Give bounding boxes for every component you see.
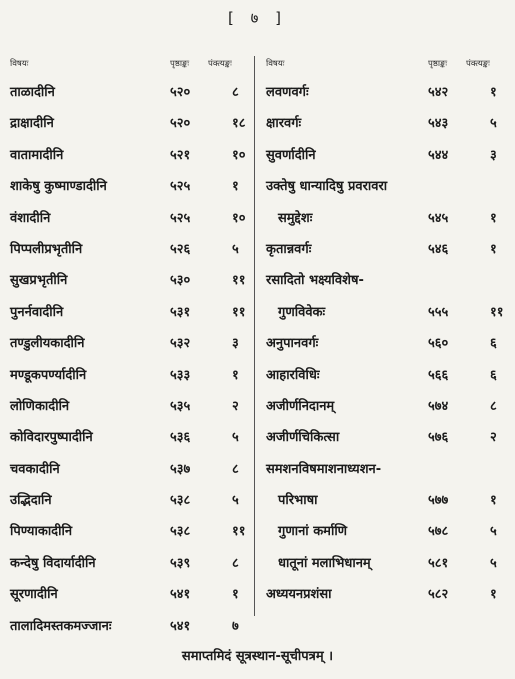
index-row [262,515,505,546]
line-number-cell: ५ [232,493,239,509]
line-number-cell: ११ [232,273,246,289]
line-number-cell: २ [490,430,497,446]
index-row [262,139,505,170]
index-row [262,578,505,609]
index-row [262,453,505,484]
index-row [262,107,505,138]
index-row [262,484,505,515]
index-topic: पिप्पलीप्रभृतीनि [10,241,83,257]
index-row [262,170,505,201]
index-topic: पिण्याकादीनि [10,524,73,540]
line-number-cell: १ [490,241,497,257]
index-row [10,327,248,358]
index-topic: आहारविधिः [266,367,320,383]
index-row [262,390,505,421]
index-topic: रसादितो भक्ष्यविशेष- [266,273,364,289]
page-number-cell: ५७८ [428,524,449,540]
page-number-cell: ५३५ [170,398,191,414]
page-number-cell: ५४४ [428,147,449,163]
page-number-cell: ५४३ [428,116,449,132]
index-row [10,264,248,295]
index-topic: ताळादीनि [10,85,55,100]
right-header-row [262,54,505,76]
line-number-cell: ११ [232,304,246,320]
line-number-cell: १ [490,587,497,603]
line-number-cell: १ [232,179,239,195]
line-number-cell: ५ [232,430,239,446]
index-topic: कृतान्नवर्गः [266,241,312,257]
line-number-cell: १ [490,85,497,100]
page-number-cell: ५२५ [170,210,191,226]
line-number-cell: ११ [232,524,246,540]
line-number-cell: ७ [232,618,239,634]
line-number-cell: १० [232,147,246,163]
line-number-cell: १८ [232,116,246,132]
page-number-cell: ५६६ [428,367,449,383]
page-number-cell: ५७४ [428,398,449,414]
index-row [10,139,248,170]
line-number-cell: ५ [490,116,497,132]
index-row [262,327,505,358]
index-topic: द्राक्षादीनि [10,116,54,132]
index-row [10,170,248,201]
page-number-cell: ५५५ [428,304,449,320]
page-number-cell: ५७६ [428,430,449,446]
line-number-cell: १ [490,210,497,226]
index-row [262,547,505,578]
index-topic: सूरणादीनि [10,587,58,603]
left-header-row [10,54,248,76]
page-number-cell: ५२० [170,116,191,132]
page-number-cell: ५८२ [428,587,449,603]
index-topic: कन्देषु विदार्यादीनि [10,555,96,571]
index-topic: वंशादीनि [10,210,51,226]
index-topic: परिभाषा [278,493,318,509]
page-number-cell: ५२५ [170,179,191,195]
right-index-rows [262,76,505,610]
index-row [10,578,248,609]
page-number-cell: ५४५ [428,210,449,226]
page-number-cell: ५३७ [170,461,191,477]
page-number-cell: ५३० [170,273,191,289]
index-topic: लवणवर्गः [266,85,309,100]
line-number-cell: १० [232,210,246,226]
page-number-cell: ५३२ [170,336,191,352]
topic-header: विषयः [10,59,29,69]
line-number-cell: ८ [232,461,239,477]
page-number: [ ७ ] [227,9,288,27]
index-row [10,547,248,578]
line-number-cell: १ [232,367,239,383]
page-number-cell: ५७७ [428,493,449,509]
index-topic: धातूनां मलाभिधानम् [278,555,371,571]
index-topic: समुद्देशः [278,210,313,226]
index-topic: सुवर्णादीनि [266,147,316,163]
page-number-cell: ५४२ [428,85,449,100]
index-row [10,107,248,138]
index-topic: अजीर्णनिदानम् [266,398,335,414]
line-number-cell: ५ [490,555,497,571]
index-topic: गुणविवेकः [278,304,326,320]
index-row [10,390,248,421]
line-header: पंक्त्यङ्कः [466,59,490,69]
page-number-cell: ५४६ [428,241,449,257]
index-row [262,359,505,390]
index-topic: वातामादीनि [10,147,64,163]
page-number-cell: ५२१ [170,147,191,163]
index-topic: सुखप्रभृतीनि [10,273,68,289]
index-topic: शाकेषु कुष्माण्डादीनि [10,179,107,195]
page-number-cell: ५२६ [170,241,191,257]
page-number-cell: ५४१ [170,587,191,603]
index-row [262,233,505,264]
index-topic: लोणिकादीनि [10,398,70,414]
index-row [262,421,505,452]
line-number-cell: ६ [490,336,497,352]
line-number-cell: ८ [232,85,239,100]
index-topic: अजीर्णचिकित्सा [266,430,340,446]
index-row [10,484,248,515]
page-number-cell: ५२० [170,85,191,100]
page-number-cell: ५३६ [170,430,191,446]
colophon: समाप्तमिदं सूत्रस्थान-सूचीपत्रम् । [181,649,334,664]
left-index-column [10,54,248,641]
page-number-cell: ५३३ [170,367,191,383]
index-topic: उद्भिदानि [10,493,52,509]
index-row [10,453,248,484]
page-header: पृष्ठाङ्कः [428,59,448,69]
column-divider [254,56,255,616]
index-topic: उक्तेषु धान्यादिषु प्रवरावरा [266,179,388,195]
line-number-cell: १ [232,587,239,603]
index-topic: चवकादीनि [10,461,60,477]
line-number-cell: १ [490,493,497,509]
index-topic: तण्डुलीयकादीनि [10,336,85,352]
index-topic: समशनविषमाशनाध्यशन- [266,461,382,477]
line-number-cell: ११ [490,304,504,320]
index-topic: तालादिमस्तकमज्जानः [10,618,112,634]
line-header: पंक्त्यङ्कः [208,59,232,69]
page-number-cell: ५३१ [170,304,191,320]
index-row [10,515,248,546]
page-number-cell: ५६० [428,336,449,352]
index-row [10,76,248,107]
index-topic: अध्ययनप्रशंसा [266,587,332,603]
index-row [10,202,248,233]
index-row [10,233,248,264]
index-topic: पुनर्नवादीनि [10,304,64,320]
line-number-cell: २ [232,398,239,414]
index-row [10,296,248,327]
index-topic: कोविदारपुष्पादीनि [10,430,93,446]
left-index-rows [10,76,248,641]
line-number-cell: ५ [490,524,497,540]
page-number-cell: ५८१ [428,555,449,571]
index-row [262,296,505,327]
right-index-column [262,54,505,610]
index-row [10,421,248,452]
line-number-cell: ८ [232,555,239,571]
index-row [10,610,248,641]
index-row [262,264,505,295]
page-number-cell: ५३८ [170,524,191,540]
line-number-cell: ८ [490,398,497,414]
topic-header: विषयः [266,59,285,69]
page-number-cell: ५३८ [170,493,191,509]
index-topic: क्षारवर्गः [266,116,302,132]
line-number-cell: ६ [490,367,497,383]
index-topic: मण्डूकपर्ण्यादीनि [10,367,87,383]
line-number-cell: ३ [232,336,239,352]
page-number-cell: ५३९ [170,555,191,571]
page-header: पृष्ठाङ्कः [170,59,190,69]
index-topic: अनुपानवर्गः [266,336,319,352]
index-row [262,76,505,107]
page-number-cell: ५४१ [170,618,191,634]
line-number-cell: ५ [232,241,239,257]
line-number-cell: ३ [490,147,497,163]
index-row [262,202,505,233]
index-topic: गुणानां कर्माणि [278,524,348,540]
index-row [10,359,248,390]
